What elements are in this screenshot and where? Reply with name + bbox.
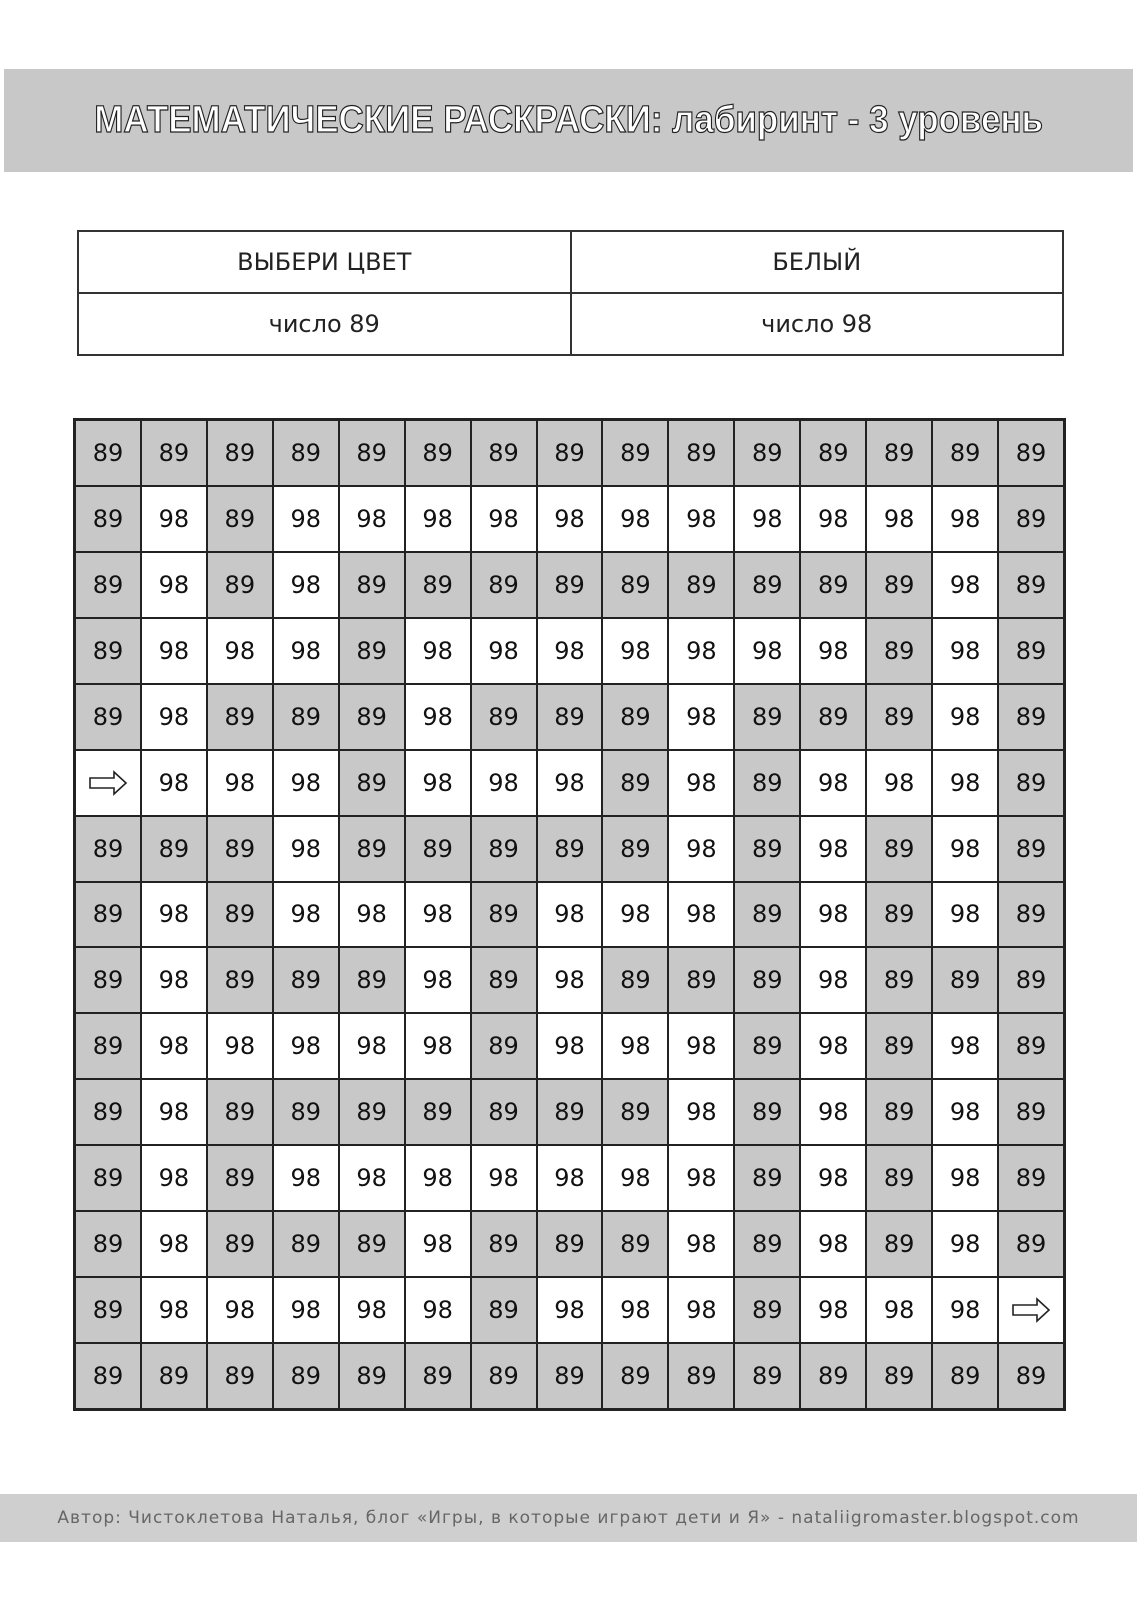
maze-grid — [73, 418, 1066, 1411]
maze-cell: 89 — [998, 1211, 1064, 1277]
maze-cell: 89 — [207, 684, 273, 750]
maze-cell: 89 — [537, 552, 603, 618]
maze-cell: 89 — [866, 420, 932, 486]
maze-cell: 89 — [207, 882, 273, 948]
maze-cell: 89 — [998, 618, 1064, 684]
maze-cell: 98 — [932, 1079, 998, 1145]
maze-cell: 89 — [602, 1079, 668, 1145]
maze-cell: 98 — [537, 947, 603, 1013]
maze-cell: 98 — [932, 486, 998, 552]
maze-cell: 89 — [668, 1343, 734, 1409]
maze-cell: 98 — [273, 1277, 339, 1343]
maze-cell: 98 — [800, 618, 866, 684]
maze-cell: 98 — [734, 618, 800, 684]
maze-cell: 89 — [75, 1145, 141, 1211]
maze-cell: 98 — [405, 1145, 471, 1211]
maze-cell: 89 — [537, 1211, 603, 1277]
key-white-label: БЕЛЫЙ — [571, 231, 1064, 293]
maze-cell: 89 — [602, 420, 668, 486]
maze-cell: 89 — [602, 1211, 668, 1277]
maze-cell: 98 — [471, 486, 537, 552]
maze-cell: 89 — [471, 684, 537, 750]
maze-cell: 98 — [207, 618, 273, 684]
maze-cell: 98 — [207, 1013, 273, 1079]
maze-cell: 98 — [141, 486, 207, 552]
maze-cell: 98 — [339, 1277, 405, 1343]
maze-cell: 89 — [75, 816, 141, 882]
maze-cell: 98 — [405, 684, 471, 750]
maze-cell: 89 — [668, 947, 734, 1013]
maze-cell: 98 — [405, 486, 471, 552]
maze-cell: 89 — [932, 1343, 998, 1409]
maze-cell: 89 — [339, 684, 405, 750]
maze-cell: 89 — [273, 420, 339, 486]
maze-cell: 89 — [866, 618, 932, 684]
maze-cell: 89 — [866, 1079, 932, 1145]
maze-cell: 98 — [602, 618, 668, 684]
maze-cell: 98 — [339, 882, 405, 948]
maze-cell: 89 — [207, 947, 273, 1013]
maze-cell: 98 — [668, 882, 734, 948]
maze-cell: 98 — [273, 618, 339, 684]
maze-cell: 89 — [141, 1343, 207, 1409]
maze-cell: 98 — [602, 1277, 668, 1343]
maze-cell: 98 — [932, 882, 998, 948]
maze-cell: 89 — [75, 684, 141, 750]
maze-cell: 98 — [800, 1145, 866, 1211]
maze-cell: 98 — [207, 750, 273, 816]
maze-cell: 98 — [537, 882, 603, 948]
maze-cell: 89 — [800, 552, 866, 618]
maze-cell: 89 — [866, 816, 932, 882]
maze-cell: 98 — [339, 1013, 405, 1079]
maze-cell: 89 — [998, 486, 1064, 552]
maze-cell: 98 — [866, 1277, 932, 1343]
maze-cell: 98 — [932, 684, 998, 750]
maze-cell: 98 — [932, 618, 998, 684]
maze-cell: 89 — [800, 1343, 866, 1409]
maze-cell: 89 — [207, 486, 273, 552]
maze-cell: 89 — [800, 684, 866, 750]
maze-cell: 98 — [141, 1211, 207, 1277]
maze-cell: 89 — [471, 420, 537, 486]
maze-cell: 89 — [75, 1079, 141, 1145]
maze-cell: 98 — [800, 882, 866, 948]
maze-cell: 89 — [734, 684, 800, 750]
maze-cell: 89 — [602, 816, 668, 882]
maze-cell: 98 — [734, 486, 800, 552]
maze-cell: 89 — [471, 1343, 537, 1409]
maze-cell: 89 — [734, 1145, 800, 1211]
maze-cell: 98 — [932, 1211, 998, 1277]
maze-cell: 98 — [537, 1013, 603, 1079]
maze-cell: 89 — [471, 1211, 537, 1277]
maze-cell: 89 — [339, 1211, 405, 1277]
maze-cell: 98 — [537, 750, 603, 816]
maze-cell: 89 — [471, 1013, 537, 1079]
title-banner — [4, 69, 1133, 172]
maze-cell: 98 — [405, 750, 471, 816]
maze-cell: 98 — [141, 684, 207, 750]
maze-cell: 89 — [734, 1079, 800, 1145]
maze-cell: 89 — [273, 1211, 339, 1277]
maze-cell: 98 — [602, 1145, 668, 1211]
maze-cell: 98 — [141, 882, 207, 948]
maze-cell: 89 — [668, 420, 734, 486]
maze-cell: 98 — [273, 750, 339, 816]
maze-cell: 89 — [866, 1145, 932, 1211]
maze-cell: 89 — [866, 947, 932, 1013]
maze-cell: 89 — [734, 420, 800, 486]
maze-cell: 98 — [405, 882, 471, 948]
maze-cell: 89 — [471, 1079, 537, 1145]
maze-cell: 98 — [537, 1145, 603, 1211]
maze-cell: 89 — [75, 947, 141, 1013]
maze-cell: 89 — [75, 420, 141, 486]
maze-cell: 89 — [207, 1211, 273, 1277]
maze-cell: 98 — [668, 486, 734, 552]
maze-cell: 98 — [405, 947, 471, 1013]
maze-cell: 98 — [932, 750, 998, 816]
maze-cell: 89 — [734, 816, 800, 882]
maze-cell: 98 — [141, 1145, 207, 1211]
maze-cell: 89 — [405, 1079, 471, 1145]
maze-cell: 98 — [800, 947, 866, 1013]
maze-cell: 98 — [141, 1277, 207, 1343]
maze-cell: 98 — [141, 750, 207, 816]
maze-cell: 98 — [932, 816, 998, 882]
maze-cell: 89 — [471, 1277, 537, 1343]
maze-cell: 89 — [998, 420, 1064, 486]
maze-cell: 89 — [998, 552, 1064, 618]
maze-cell: 98 — [668, 816, 734, 882]
maze-cell: 89 — [866, 1013, 932, 1079]
maze-cell: 89 — [75, 1343, 141, 1409]
maze-cell: 98 — [339, 486, 405, 552]
maze-cell: 89 — [339, 618, 405, 684]
maze-cell: 89 — [207, 1079, 273, 1145]
maze-cell: 98 — [537, 1277, 603, 1343]
maze-cell: 89 — [932, 420, 998, 486]
maze-cell: 89 — [75, 486, 141, 552]
maze-cell: 89 — [602, 684, 668, 750]
maze-cell: 89 — [273, 1343, 339, 1409]
maze-cell: 89 — [734, 1277, 800, 1343]
maze-cell: 89 — [339, 1079, 405, 1145]
maze-cell: 89 — [866, 684, 932, 750]
maze-cell: 89 — [75, 882, 141, 948]
maze-cell: 89 — [75, 1277, 141, 1343]
maze-cell: 89 — [734, 750, 800, 816]
maze-cell: 89 — [405, 420, 471, 486]
maze-cell: 89 — [734, 1343, 800, 1409]
maze-cell: 89 — [998, 684, 1064, 750]
maze-cell: 89 — [471, 947, 537, 1013]
maze-arrow-cell — [998, 1277, 1064, 1343]
maze-cell: 98 — [405, 1277, 471, 1343]
maze-cell: 89 — [273, 1079, 339, 1145]
maze-cell: 89 — [602, 947, 668, 1013]
maze-cell: 89 — [75, 552, 141, 618]
maze-cell: 89 — [141, 816, 207, 882]
maze-cell: 98 — [668, 1145, 734, 1211]
key-choose-number: число 89 — [78, 293, 571, 355]
maze-cell: 89 — [273, 684, 339, 750]
maze-cell: 89 — [75, 1013, 141, 1079]
maze-cell: 98 — [866, 750, 932, 816]
maze-cell: 98 — [273, 486, 339, 552]
maze-cell: 98 — [866, 486, 932, 552]
maze-cell: 89 — [734, 1013, 800, 1079]
maze-cell: 98 — [602, 486, 668, 552]
maze-cell: 89 — [537, 1079, 603, 1145]
maze-cell: 89 — [998, 750, 1064, 816]
maze-cell: 89 — [339, 816, 405, 882]
maze-cell: 98 — [273, 1013, 339, 1079]
maze-cell: 89 — [339, 552, 405, 618]
maze-cell: 98 — [932, 552, 998, 618]
maze-cell: 98 — [273, 552, 339, 618]
maze-cell: 89 — [207, 1145, 273, 1211]
maze-cell: 98 — [339, 1145, 405, 1211]
maze-cell: 89 — [866, 1343, 932, 1409]
maze-cell: 98 — [668, 750, 734, 816]
author-credit: Автор: Чистоклетова Наталья, блог «Игры, в которые играют дети и Я» - nataliigromaster.blogspot.com — [57, 1508, 1080, 1528]
maze-cell: 98 — [537, 486, 603, 552]
maze-cell: 89 — [734, 882, 800, 948]
maze-cell: 98 — [405, 1013, 471, 1079]
maze-cell: 89 — [141, 420, 207, 486]
maze-cell: 89 — [75, 618, 141, 684]
maze-cell: 98 — [405, 618, 471, 684]
maze-cell: 98 — [537, 618, 603, 684]
maze-cell: 89 — [471, 882, 537, 948]
arrow-right-icon — [1011, 1297, 1051, 1323]
maze-cell: 89 — [537, 1343, 603, 1409]
maze-cell: 89 — [602, 1343, 668, 1409]
maze-cell: 89 — [537, 420, 603, 486]
maze-cell: 89 — [273, 947, 339, 1013]
maze-cell: 89 — [602, 750, 668, 816]
maze-cell: 89 — [866, 1211, 932, 1277]
maze-cell: 89 — [471, 816, 537, 882]
maze-cell: 98 — [800, 816, 866, 882]
page-title: МАТЕМАТИЧЕСКИЕ РАСКРАСКИ: лабиринт - 3 уровень — [94, 99, 1043, 141]
maze-cell: 98 — [668, 1211, 734, 1277]
maze-cell: 89 — [537, 684, 603, 750]
maze-cell: 89 — [866, 882, 932, 948]
maze-cell: 98 — [800, 1079, 866, 1145]
maze-cell: 98 — [141, 947, 207, 1013]
maze-cell: 89 — [998, 1079, 1064, 1145]
maze-cell: 89 — [866, 552, 932, 618]
maze-cell: 98 — [668, 1013, 734, 1079]
maze-cell: 89 — [339, 947, 405, 1013]
maze-cell: 89 — [932, 947, 998, 1013]
key-white-number: число 98 — [571, 293, 1064, 355]
maze-cell: 89 — [339, 420, 405, 486]
maze-cell: 98 — [141, 1079, 207, 1145]
maze-cell: 98 — [141, 552, 207, 618]
maze-cell: 98 — [471, 750, 537, 816]
maze-cell: 89 — [734, 947, 800, 1013]
maze-cell: 98 — [932, 1145, 998, 1211]
maze-cell: 89 — [998, 1013, 1064, 1079]
maze-cell: 98 — [668, 1277, 734, 1343]
maze-cell: 98 — [141, 1013, 207, 1079]
maze-cell: 98 — [800, 1277, 866, 1343]
maze-cell: 98 — [273, 882, 339, 948]
maze-cell: 89 — [339, 1343, 405, 1409]
arrow-right-icon — [88, 770, 128, 796]
maze-cell: 98 — [932, 1277, 998, 1343]
maze-cell: 89 — [207, 1343, 273, 1409]
maze-cell: 98 — [141, 618, 207, 684]
maze-cell: 89 — [998, 947, 1064, 1013]
maze-cell: 89 — [405, 1343, 471, 1409]
maze-cell: 89 — [207, 816, 273, 882]
maze-arrow-cell — [75, 750, 141, 816]
maze-cell: 89 — [998, 1145, 1064, 1211]
maze-cell: 89 — [668, 552, 734, 618]
maze-cell: 89 — [339, 750, 405, 816]
maze-cell: 98 — [405, 1211, 471, 1277]
maze-cell: 98 — [668, 1079, 734, 1145]
maze-cell: 89 — [602, 552, 668, 618]
key-choose-color-label: ВЫБЕРИ ЦВЕТ — [78, 231, 571, 293]
maze-cell: 98 — [471, 1145, 537, 1211]
maze-cell: 98 — [207, 1277, 273, 1343]
maze-cell: 98 — [471, 618, 537, 684]
maze-cell: 98 — [932, 1013, 998, 1079]
maze-cell: 89 — [405, 552, 471, 618]
maze-cell: 98 — [273, 816, 339, 882]
footer-bar — [0, 1494, 1137, 1542]
maze-cell: 98 — [602, 1013, 668, 1079]
maze-cell: 98 — [800, 1211, 866, 1277]
maze-cell: 89 — [998, 816, 1064, 882]
maze-cell: 89 — [734, 1211, 800, 1277]
maze-cell: 89 — [537, 816, 603, 882]
maze-cell: 98 — [602, 882, 668, 948]
color-key-table — [77, 230, 1064, 356]
maze-cell: 98 — [800, 1013, 866, 1079]
maze-cell: 89 — [405, 816, 471, 882]
maze-cell: 98 — [668, 684, 734, 750]
maze-cell: 89 — [207, 552, 273, 618]
maze-cell: 98 — [273, 1145, 339, 1211]
maze-cell: 89 — [998, 1343, 1064, 1409]
maze-cell: 89 — [800, 420, 866, 486]
maze-cell: 89 — [75, 1211, 141, 1277]
maze-cell: 98 — [800, 486, 866, 552]
maze-cell: 98 — [668, 618, 734, 684]
maze-cell: 89 — [998, 882, 1064, 948]
maze-cell: 89 — [734, 552, 800, 618]
maze-cell: 89 — [471, 552, 537, 618]
maze-cell: 98 — [800, 750, 866, 816]
maze-cell: 89 — [207, 420, 273, 486]
